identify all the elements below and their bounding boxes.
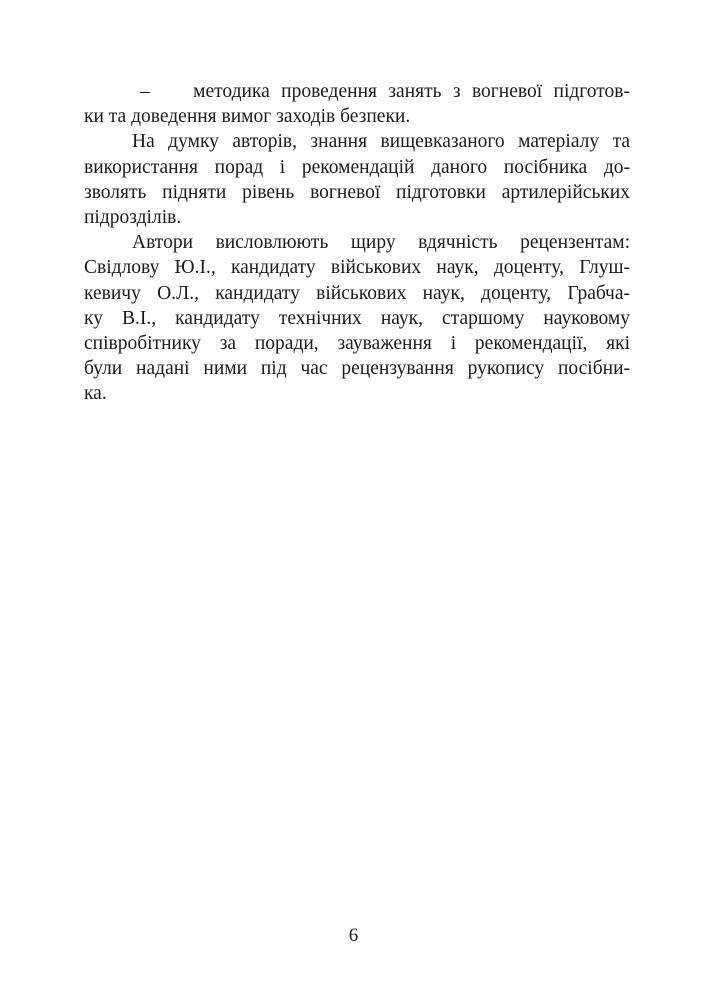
text-line: Автори висловлюють щиру вдячність рецензентам: [132,232,630,254]
text-line: На думку авторів, знання вищевказаного матеріалу та [132,131,630,153]
text-line: Свідлову Ю.І., кандидату військових наук, доценту, Глуш- [84,257,630,279]
text-line: підрозділів. [84,207,182,229]
text-line: співробітнику за поради, зауваження і рекомендації, які [84,333,630,355]
text-line: були надані ними під час рецензування рукопису посібни- [84,358,630,380]
paragraph [84,129,630,230]
page-number: 6 [348,925,359,946]
text-line: використання порад і рекомендацій даного посібника до- [84,156,630,178]
text-line: ка. [84,383,107,405]
paragraph [84,230,630,406]
text-block [84,79,630,407]
list-dash-marker: – [140,81,150,102]
text-line: кевичу О.Л., кандидату військових наук, доценту, Грабча- [84,282,630,304]
text-line-content: методика проведення занять з вогневої підготов- [193,81,630,102]
text-line: ки та доведення вимог заходів безпеки. [84,106,411,128]
paragraph [84,79,630,129]
text-line [84,79,630,104]
text-line: ку В.І., кандидату технічних наук, старшому науковому [84,307,630,329]
text-line: зволять підняти рівень вогневої підготовки артилерійських [84,181,630,203]
